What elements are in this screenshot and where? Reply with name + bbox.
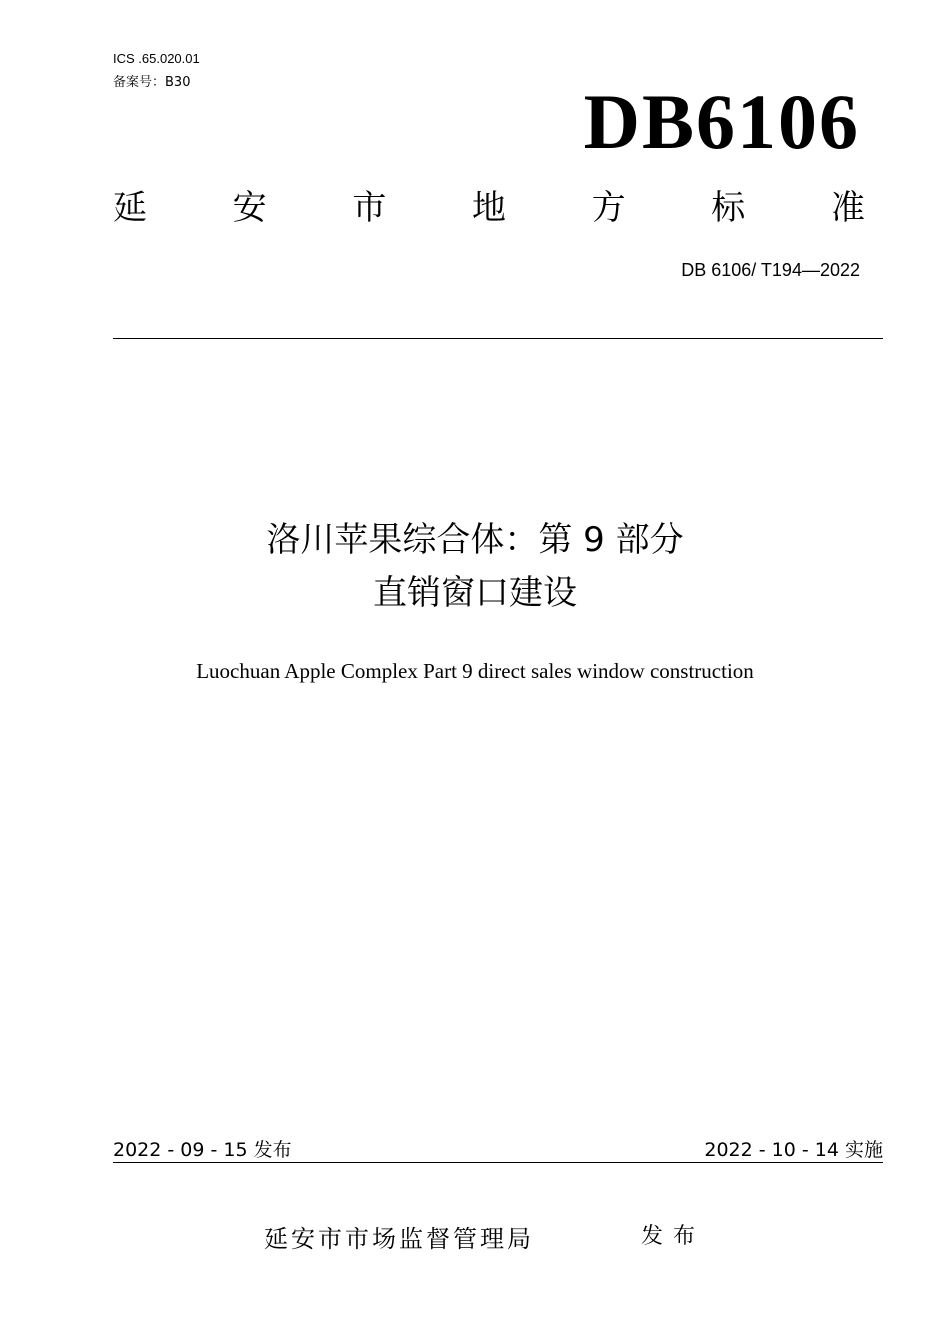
standard-name-char: 地: [471, 188, 506, 228]
standard-name-char: 延: [113, 188, 147, 228]
document-title-line2: 直销窗口建设: [373, 573, 577, 613]
db-code: DB6106: [583, 78, 860, 165]
issue-label: 发布: [641, 1224, 706, 1249]
standard-name-char: 市: [352, 188, 387, 228]
standard-name-char: 标: [711, 188, 746, 228]
standard-name-char: 准: [830, 188, 865, 228]
implement-date: 2022 - 10 - 14 实施: [704, 1139, 883, 1161]
standard-name: [113, 186, 865, 230]
standard-number: DB 6106/ T194—2022: [681, 260, 860, 280]
document-title-line1: 洛川苹果综合体：第 9 部分: [266, 520, 684, 560]
publish-date: 2022 - 09 - 15 发布: [113, 1139, 292, 1161]
filing-number: 备案号：B30: [113, 75, 191, 90]
issuing-authority: 延安市市场监督管理局: [264, 1225, 534, 1253]
standard-name-char: 方: [591, 188, 626, 228]
footer-divider: [113, 1162, 883, 1163]
english-title: Luochuan Apple Complex Part 9 direct sales window construction: [196, 659, 754, 683]
ics-code: ICS .65.020.01: [113, 51, 200, 66]
header-divider: [113, 338, 883, 339]
standard-name-char: 安: [232, 188, 267, 228]
